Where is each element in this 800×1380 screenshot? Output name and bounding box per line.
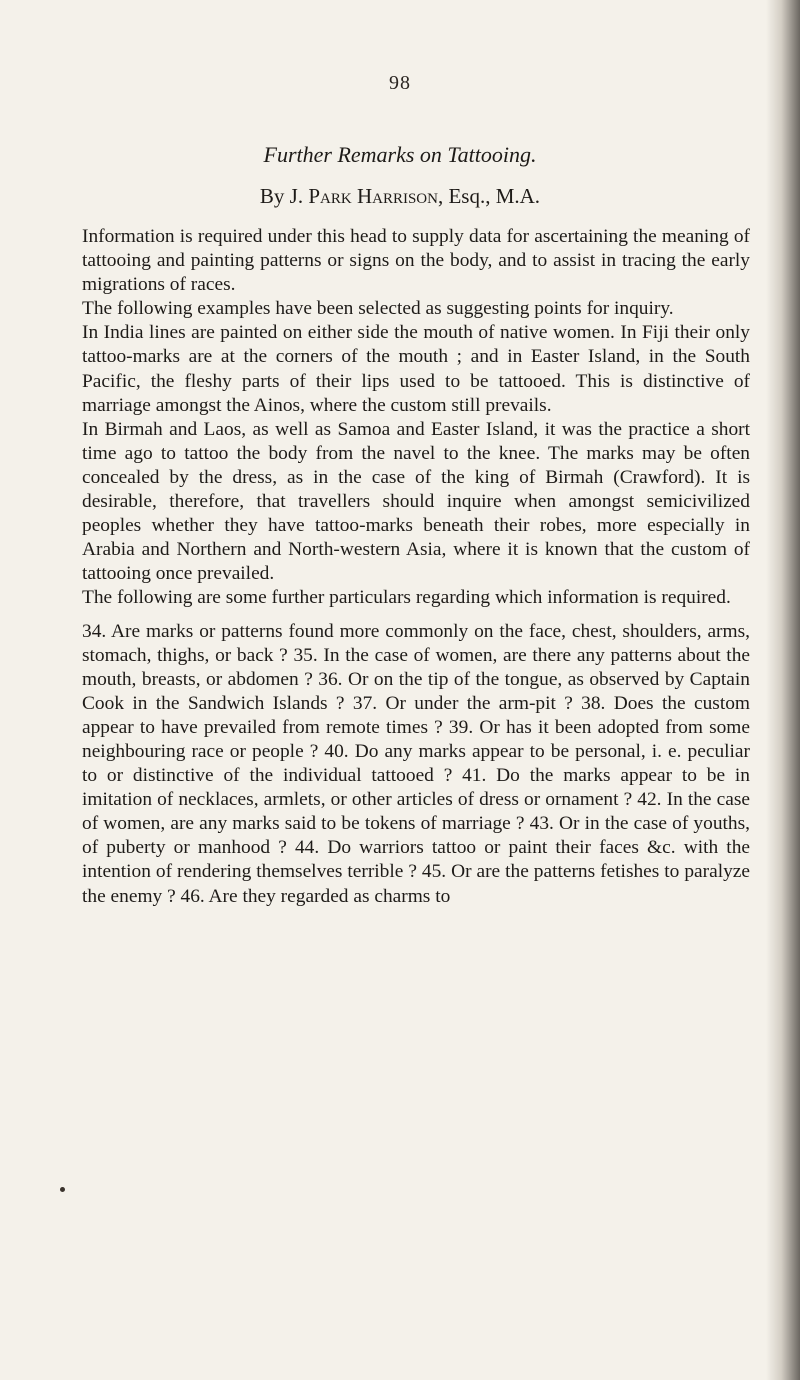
- byline-suffix: , Esq., M.A.: [437, 184, 541, 208]
- page-number: 98: [389, 72, 411, 94]
- paragraph-intro: Information is required under this head to supply data for ascertaining the meaning of tattooing and painting patterns or signs on the body, and to assist in tracing the early migrations of races.: [82, 226, 750, 296]
- paragraph-examples: The following examples have been selected as suggesting points for inquiry.: [82, 298, 674, 320]
- article-body: [82, 225, 750, 909]
- author-name: Park Harrison: [308, 184, 438, 208]
- paragraph-india-fiji: In India lines are painted on either side the mouth of native women. In Fiji their only tattoo-marks are at the corners of the mouth ; and in Easter Island, in the South Pacific, the fleshy parts of their lips used to be tattooed. This is distinctive of marriage amongst the Ainos, where the custom still prevails.: [82, 322, 750, 416]
- byline-prefix: By J.: [259, 184, 309, 208]
- byline: [0, 184, 800, 209]
- ink-speck: [60, 1187, 65, 1192]
- paragraph-particulars: The following are some further particulars regarding which information is required.: [82, 587, 731, 609]
- paragraph-birmah-laos: In Birmah and Laos, as well as Samoa and Easter Island, it was the practice a short time ago to tattoo the body from the navel to the knee. The marks may be often concealed by the dress, as in the case of the king of Birmah (Crawford). It is desirable, therefore, that travellers should inquire when amongst semicivilized peoples whether they have tattoo-marks beneath their robes, more especially in Arabia and Northern and North-western Asia, where it is known that the custom of tattooing once prevailed.: [82, 418, 750, 585]
- article-title: Further Remarks on Tattooing.: [263, 142, 537, 167]
- paragraph-questions: 34. Are marks or patterns found more commonly on the face, chest, shoulders, arms, stomach, thighs, or back ? 35. In the case of women, are there any patterns about the mouth, breasts, or abdomen ? 36. Or on the tip of the tongue, as observed by Captain Cook in the Sandwich Islands ? 37. Or under the arm-pit ? 38. Does the custom appear to have prevailed from remote times ? 39. Or has it been adopted from some neighbouring race or people ? 40. Do any marks appear to be personal, i. e. peculiar to or distinctive of the individual tattooed ? 41. Do the marks appear to be in imitation of necklaces, armlets, or other articles of dress or ornament ? 42. In the case of women, are any marks said to be tokens of marriage ? 43. Or in the case of youths, of puberty or manhood ? 44. Do warriors tattoo or paint their faces &c. with the intention of rendering themselves terrible ? 45. Or are the patterns fetishes to paralyze the enemy ? 46. Are they regarded as charms to: [82, 620, 750, 907]
